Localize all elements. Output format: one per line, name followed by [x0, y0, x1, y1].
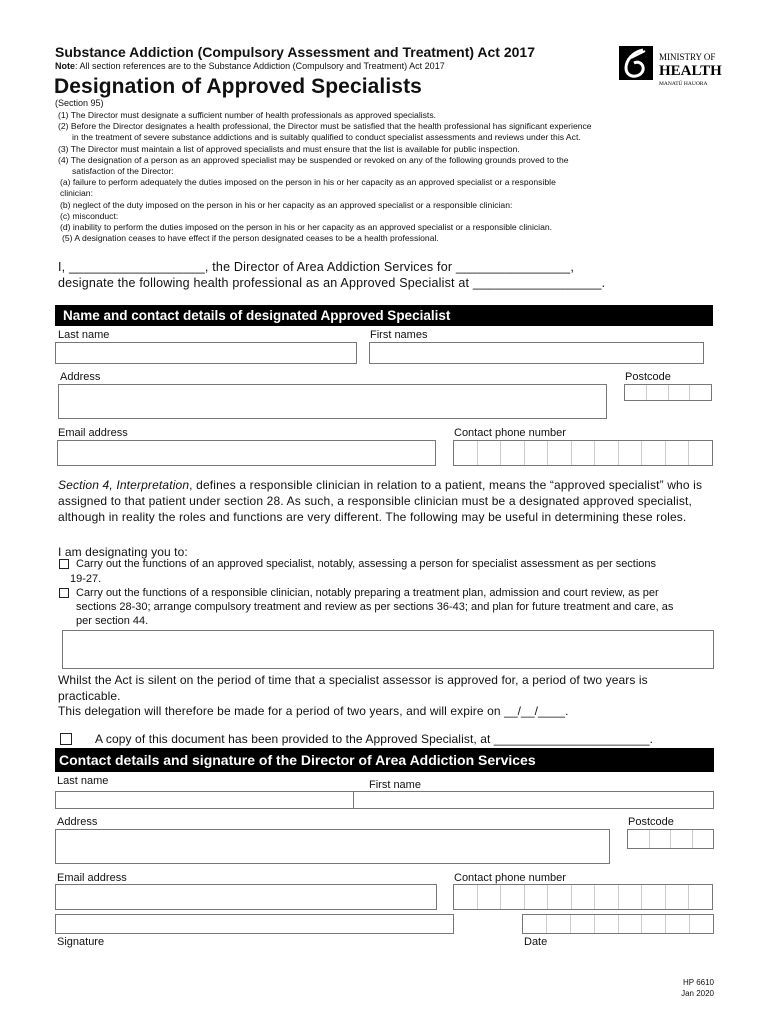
option-1-line-2: 19-27.: [70, 573, 102, 585]
specialist-postcode-label: Postcode: [625, 371, 671, 383]
specialist-email-field[interactable]: [57, 440, 436, 466]
declaration-line-2: designate the following health professional as an Approved Specialist at __________________.: [58, 276, 606, 290]
clause-line: (5) A designation ceases to have effect if the person designated ceases to be a health professional.: [62, 233, 439, 244]
designating-intro: I am designating you to:: [58, 545, 188, 559]
specialist-last-name-field[interactable]: [55, 342, 357, 364]
approved-specialist-checkbox[interactable]: [59, 559, 69, 569]
section-95-clauses: [58, 110, 708, 244]
clause-line: (4) The designation of a person as an approved specialist may be suspended or revoked on any of the following grounds proved to the: [58, 154, 569, 165]
interpretation-text: , defines a responsible clinician in relation to a patient, means the “approved specialist” who is assigned to that patient under section 28. As such, a responsible clinician must be a designated approved specialist, although in reality the roles and functions are very different. The following may be useful in determining these roles.: [58, 478, 703, 524]
director-postcode-field[interactable]: [627, 829, 714, 849]
copy-statement: A copy of this document has been provided to the Approved Specialist, at _______________________.: [95, 732, 654, 746]
specialist-address-label: Address: [60, 371, 101, 383]
signature-label: Signature: [57, 936, 105, 948]
director-first-name-label: First name: [369, 779, 421, 791]
clause-line: in the treatment of severe substance addictions and is suitably qualified to conduct specialist assessments and reviews under this Act.: [72, 132, 581, 143]
specialist-phone-field[interactable]: [453, 440, 713, 466]
note-label: Note: [55, 61, 75, 71]
specialist-first-names-field[interactable]: [369, 342, 704, 364]
ministry-of-health-logo: [619, 46, 734, 86]
page-title: Designation of Approved Specialists: [54, 75, 422, 98]
responsible-clinician-checkbox[interactable]: [59, 588, 69, 598]
clause-line: (b) neglect of the duty imposed on the person in his or her capacity as an approved specialist or a responsible clinician:: [60, 199, 513, 210]
director-name-field[interactable]: [55, 791, 714, 809]
logo-line2: HEALTH: [659, 63, 722, 79]
interpretation-reference: Section 4, Interpretation: [58, 478, 190, 492]
note-text: : All section references are to the Substance Addiction (Compulsory and Treatment) Act 2017: [75, 61, 445, 71]
director-email-field[interactable]: [55, 884, 437, 910]
name-field-divider: [353, 791, 354, 809]
specialist-phone-label: Contact phone number: [454, 427, 566, 439]
act-title: Substance Addiction (Compulsory Assessment and Treatment) Act 2017: [55, 44, 536, 60]
director-address-label: Address: [57, 816, 98, 828]
clause-line: (1) The Director must designate a sufficient number of health professionals as approved specialists.: [58, 110, 437, 120]
clause-line: (d) inability to perform the duties imposed on the person in his or her capacity as an approved specialist or a responsible clinician.: [60, 222, 553, 233]
director-section-heading: Contact details and signature of the Director of Area Addiction Services: [55, 748, 714, 772]
date-label: Date: [524, 936, 548, 948]
option-1-line-1: Carry out the functions of an approved specialist, notably, assessing a person for specialist assessment as per sections: [76, 558, 657, 570]
designation-notes-field[interactable]: [62, 630, 714, 669]
date-field[interactable]: [522, 914, 714, 934]
specialist-section-heading: Name and contact details of designated Approved Specialist: [55, 305, 713, 326]
specialist-first-names-label: First names: [370, 329, 428, 341]
signature-field[interactable]: [55, 914, 454, 934]
specialist-email-label: Email address: [58, 427, 128, 439]
section-ref: (Section 95): [55, 98, 104, 108]
logo-line1: MINISTRY OF: [659, 52, 716, 62]
specialist-last-name-label: Last name: [58, 329, 110, 341]
logo-line3: MANATŪ HAUORA: [659, 81, 708, 86]
option-2-line-2: sections 28-30; arrange compulsory treatment and review as per sections 36-43; and plan for future treatment and care, as: [76, 601, 674, 613]
director-postcode-label: Postcode: [628, 816, 674, 828]
option-2-line-3: per section 44.: [76, 615, 149, 627]
period-line-2: practicable.: [58, 689, 121, 703]
form-footer: [664, 977, 714, 999]
director-last-name-label: Last name: [57, 775, 109, 787]
period-line-3: This delegation will therefore be made for a period of two years, and will expire on __/__/____.: [58, 704, 569, 718]
clause-line: clinician:: [60, 188, 93, 199]
fern-logo-icon: [619, 46, 734, 86]
clause-line: (3) The Director must maintain a list of approved specialists and must ensure that the list is available for public inspection.: [58, 143, 520, 154]
form-code: HP 6610: [683, 978, 714, 987]
clause-line: (a) failure to perform adequately the duties imposed on the person in his or her capacity as an approved specialist or a responsible: [60, 177, 556, 188]
clause-line: (c) misconduct:: [60, 210, 119, 221]
director-email-label: Email address: [57, 872, 127, 884]
director-address-field[interactable]: [55, 829, 610, 864]
period-line-1: Whilst the Act is silent on the period of time that a specialist assessor is approved for, a period of two years is: [58, 673, 648, 687]
director-phone-label: Contact phone number: [454, 872, 566, 884]
specialist-postcode-field[interactable]: [624, 384, 712, 401]
interpretation-paragraph: [58, 477, 713, 525]
director-phone-field[interactable]: [453, 884, 713, 910]
note: [55, 61, 445, 71]
specialist-address-field[interactable]: [58, 384, 607, 419]
clause-line: satisfaction of the Director:: [72, 166, 174, 177]
clause-line: (2) Before the Director designates a health professional, the Director must be satisfied that the health professional has significant experience: [58, 121, 592, 132]
option-2-line-1: Carry out the functions of a responsible clinician, notably preparing a treatment plan, admission and court review, as per: [76, 587, 659, 599]
form-date: Jan 2020: [681, 989, 714, 998]
declaration-line-1: I, ___________________, the Director of Area Addiction Services for ________________,: [58, 260, 574, 274]
copy-provided-checkbox[interactable]: [60, 733, 72, 745]
